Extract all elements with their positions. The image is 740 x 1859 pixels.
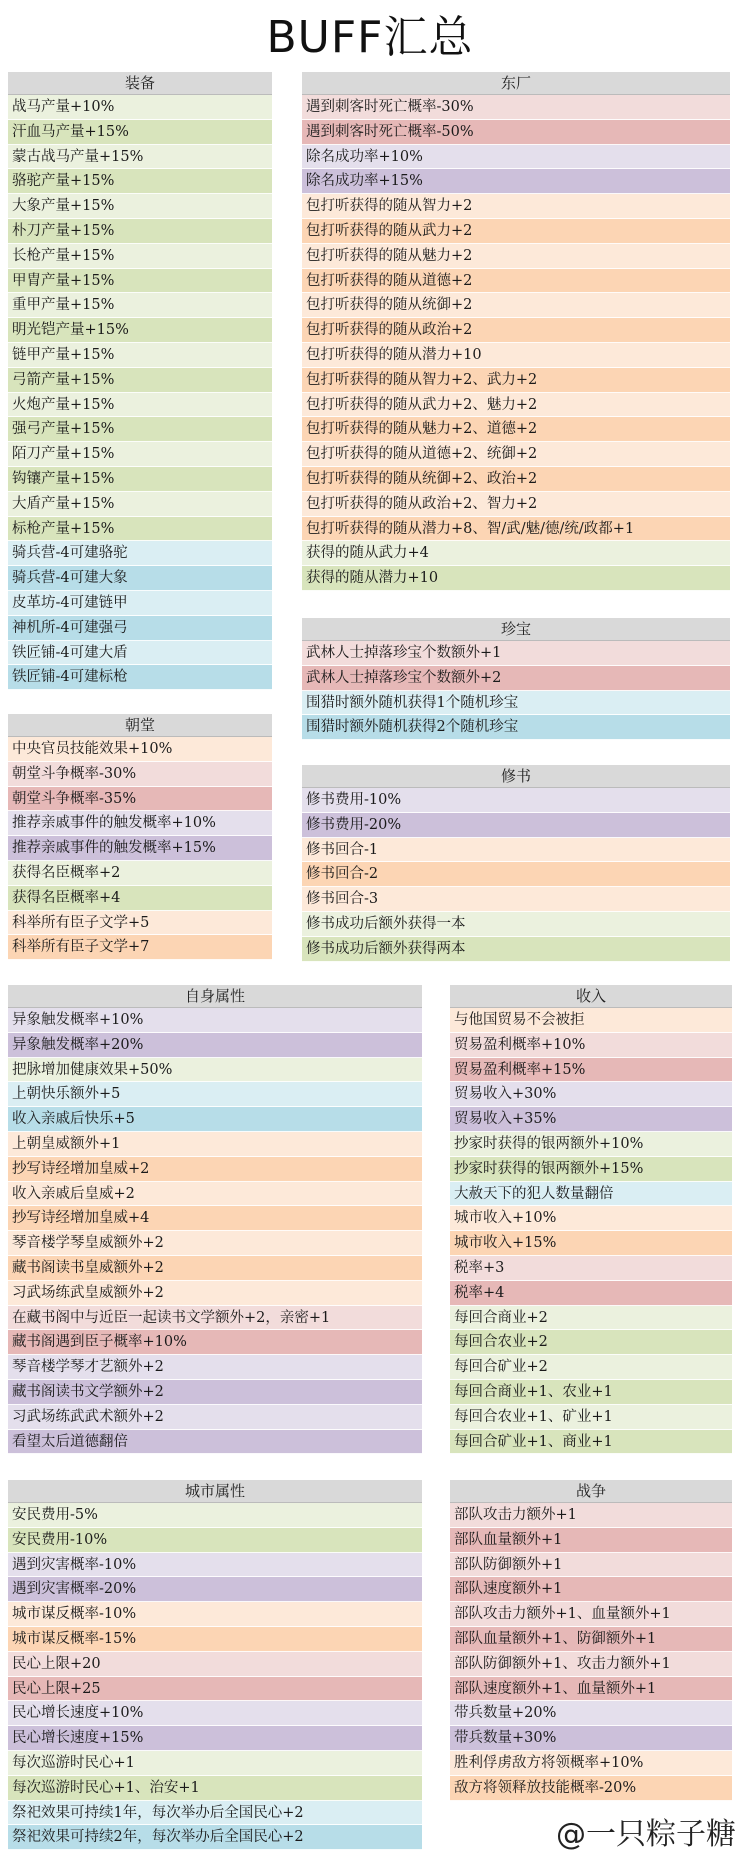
buff-row: 部队速度额外+1、血量额外+1 <box>450 1677 732 1702</box>
buff-row: 安民费用-10% <box>8 1528 422 1553</box>
buff-row: 科举所有臣子文学+5 <box>8 911 272 936</box>
buff-row: 收入亲戚后皇威+2 <box>8 1182 422 1207</box>
buff-row: 包打听获得的随从潜力+8、智/武/魅/德/统/政都+1 <box>302 517 730 542</box>
buff-row: 除名成功率+15% <box>302 169 730 194</box>
buff-row: 民心增长速度+15% <box>8 1726 422 1751</box>
buff-row: 与他国贸易不会被拒 <box>450 1008 732 1033</box>
section-header: 装备 <box>8 72 272 95</box>
buff-row: 民心上限+25 <box>8 1677 422 1702</box>
watermark: @一只粽子糖 <box>556 1817 736 1852</box>
buff-row: 包打听获得的随从统御+2、政治+2 <box>302 467 730 492</box>
section-header: 修书 <box>302 765 730 788</box>
buff-row: 部队速度额外+1 <box>450 1577 732 1602</box>
buff-row: 强弓产量+15% <box>8 417 272 442</box>
buff-row: 部队防御额外+1、攻击力额外+1 <box>450 1652 732 1677</box>
buff-row: 包打听获得的随从智力+2 <box>302 194 730 219</box>
buff-row: 遇到刺客时死亡概率-50% <box>302 120 730 145</box>
buff-row: 抄家时获得的银两额外+15% <box>450 1157 732 1182</box>
section-bookrepair <box>302 765 730 962</box>
buff-row: 带兵数量+30% <box>450 1726 732 1751</box>
buff-row: 敌方将领释放技能概率-20% <box>450 1776 732 1801</box>
buff-row: 包打听获得的随从魅力+2 <box>302 244 730 269</box>
buff-row: 贸易盈利概率+15% <box>450 1058 732 1083</box>
buff-row: 骆驼产量+15% <box>8 169 272 194</box>
buff-row: 每回合矿业+1、商业+1 <box>450 1430 732 1455</box>
buff-row: 税率+4 <box>450 1281 732 1306</box>
buff-row: 每回合农业+2 <box>450 1330 732 1355</box>
buff-row: 遇到刺客时死亡概率-30% <box>302 95 730 120</box>
buff-row: 推荐亲戚事件的触发概率+15% <box>8 836 272 861</box>
buff-row: 贸易收入+30% <box>450 1082 732 1107</box>
buff-row: 甲胄产量+15% <box>8 269 272 294</box>
buff-row: 每次巡游时民心+1、治安+1 <box>8 1776 422 1801</box>
buff-row: 看望太后道德翻倍 <box>8 1430 422 1455</box>
buff-row: 弓箭产量+15% <box>8 368 272 393</box>
section-header: 珍宝 <box>302 618 730 641</box>
buff-row: 重甲产量+15% <box>8 293 272 318</box>
buff-row: 蒙古战马产量+15% <box>8 145 272 170</box>
buff-row: 大赦天下的犯人数量翻倍 <box>450 1182 732 1207</box>
page-title: BUFF汇总 <box>266 12 474 63</box>
buff-row: 钩镶产量+15% <box>8 467 272 492</box>
buff-row: 推荐亲戚事件的触发概率+10% <box>8 811 272 836</box>
buff-row: 每回合农业+1、矿业+1 <box>450 1405 732 1430</box>
section-header: 收入 <box>450 985 732 1008</box>
buff-row: 城市收入+10% <box>450 1206 732 1231</box>
buff-row: 藏书阁读书文学额外+2 <box>8 1380 422 1405</box>
buff-row: 把脉增加健康效果+50% <box>8 1058 422 1083</box>
section-income <box>450 985 732 1454</box>
section-header: 东厂 <box>302 72 730 95</box>
buff-row: 链甲产量+15% <box>8 343 272 368</box>
buff-row: 包打听获得的随从武力+2 <box>302 219 730 244</box>
section-header: 城市属性 <box>8 1480 422 1503</box>
section-court <box>8 714 272 960</box>
buff-row: 包打听获得的随从魅力+2、道德+2 <box>302 417 730 442</box>
buff-row: 铁匠铺-4可建标枪 <box>8 665 272 690</box>
buff-row: 税率+3 <box>450 1256 732 1281</box>
buff-row: 藏书阁读书皇威额外+2 <box>8 1256 422 1281</box>
buff-row: 琴音楼学琴皇威额外+2 <box>8 1231 422 1256</box>
section-war <box>450 1480 732 1801</box>
section-header: 战争 <box>450 1480 732 1503</box>
buff-row: 习武场练武武术额外+2 <box>8 1405 422 1430</box>
buff-row: 朝堂斗争概率-30% <box>8 762 272 787</box>
section-header: 自身属性 <box>8 985 422 1008</box>
buff-row: 火炮产量+15% <box>8 393 272 418</box>
buff-row: 明光铠产量+15% <box>8 318 272 343</box>
buff-row: 上朝皇威额外+1 <box>8 1132 422 1157</box>
buff-row: 包打听获得的随从智力+2、武力+2 <box>302 368 730 393</box>
section-header: 朝堂 <box>8 714 272 737</box>
buff-row: 每回合商业+2 <box>450 1306 732 1331</box>
buff-row: 大盾产量+15% <box>8 492 272 517</box>
buff-row: 民心增长速度+10% <box>8 1701 422 1726</box>
buff-row: 战马产量+10% <box>8 95 272 120</box>
buff-row: 获得的随从武力+4 <box>302 541 730 566</box>
section-dongchang <box>302 72 730 591</box>
buff-row: 城市谋反概率-10% <box>8 1602 422 1627</box>
buff-row: 每次巡游时民心+1 <box>8 1751 422 1776</box>
buff-row: 获得名臣概率+2 <box>8 861 272 886</box>
buff-row: 中央官员技能效果+10% <box>8 737 272 762</box>
buff-row: 藏书阁遇到臣子概率+10% <box>8 1330 422 1355</box>
buff-row: 修书费用-20% <box>302 813 730 838</box>
section-self-attributes <box>8 985 422 1454</box>
buff-row: 大象产量+15% <box>8 194 272 219</box>
buff-row: 朴刀产量+15% <box>8 219 272 244</box>
buff-row: 获得的随从潜力+10 <box>302 566 730 591</box>
buff-row: 抄写诗经增加皇威+4 <box>8 1206 422 1231</box>
buff-row: 部队攻击力额外+1、血量额外+1 <box>450 1602 732 1627</box>
buff-row: 修书回合-1 <box>302 838 730 863</box>
buff-row: 每回合矿业+2 <box>450 1355 732 1380</box>
buff-row: 祭祀效果可持续1年，每次举办后全国民心+2 <box>8 1801 422 1826</box>
buff-row: 包打听获得的随从政治+2、智力+2 <box>302 492 730 517</box>
buff-row: 包打听获得的随从武力+2、魅力+2 <box>302 393 730 418</box>
buff-row: 部队血量额外+1、防御额外+1 <box>450 1627 732 1652</box>
buff-row: 包打听获得的随从潜力+10 <box>302 343 730 368</box>
buff-row: 每回合商业+1、农业+1 <box>450 1380 732 1405</box>
buff-row: 除名成功率+10% <box>302 145 730 170</box>
buff-row: 贸易盈利概率+10% <box>450 1033 732 1058</box>
buff-row: 安民费用-5% <box>8 1503 422 1528</box>
buff-row: 收入亲戚后快乐+5 <box>8 1107 422 1132</box>
buff-row: 骑兵营-4可建骆驼 <box>8 541 272 566</box>
buff-row: 胜利俘虏敌方将领概率+10% <box>450 1751 732 1776</box>
buff-row: 包打听获得的随从道德+2 <box>302 269 730 294</box>
buff-row: 骑兵营-4可建大象 <box>8 566 272 591</box>
buff-row: 抄家时获得的银两额外+10% <box>450 1132 732 1157</box>
section-equipment <box>8 72 272 690</box>
buff-row: 部队攻击力额外+1 <box>450 1503 732 1528</box>
buff-row: 铁匠铺-4可建大盾 <box>8 641 272 666</box>
buff-row: 民心上限+20 <box>8 1652 422 1677</box>
buff-row: 包打听获得的随从统御+2 <box>302 293 730 318</box>
buff-row: 部队防御额外+1 <box>450 1553 732 1578</box>
buff-row: 城市收入+15% <box>450 1231 732 1256</box>
buff-row: 修书回合-2 <box>302 862 730 887</box>
buff-row: 遇到灾害概率-20% <box>8 1577 422 1602</box>
buff-row: 陌刀产量+15% <box>8 442 272 467</box>
buff-row: 习武场练武皇威额外+2 <box>8 1281 422 1306</box>
buff-row: 神机所-4可建强弓 <box>8 616 272 641</box>
buff-row: 修书成功后额外获得两本 <box>302 937 730 962</box>
buff-row: 围猎时额外随机获得1个随机珍宝 <box>302 691 730 716</box>
buff-row: 部队血量额外+1 <box>450 1528 732 1553</box>
section-treasure <box>302 618 730 740</box>
buff-row: 遇到灾害概率-10% <box>8 1553 422 1578</box>
buff-row: 异象触发概率+10% <box>8 1008 422 1033</box>
buff-row: 在藏书阁中与近臣一起读书文学额外+2，亲密+1 <box>8 1306 422 1331</box>
buff-row: 武林人士掉落珍宝个数额外+2 <box>302 666 730 691</box>
buff-row: 武林人士掉落珍宝个数额外+1 <box>302 641 730 666</box>
buff-row: 带兵数量+20% <box>450 1701 732 1726</box>
buff-row: 贸易收入+35% <box>450 1107 732 1132</box>
buff-row: 祭祀效果可持续2年，每次举办后全国民心+2 <box>8 1825 422 1850</box>
buff-row: 皮革坊-4可建链甲 <box>8 591 272 616</box>
buff-row: 包打听获得的随从道德+2、统御+2 <box>302 442 730 467</box>
buff-row: 围猎时额外随机获得2个随机珍宝 <box>302 715 730 740</box>
buff-row: 城市谋反概率-15% <box>8 1627 422 1652</box>
buff-row: 获得名臣概率+4 <box>8 886 272 911</box>
buff-row: 科举所有臣子文学+7 <box>8 935 272 960</box>
section-city-attributes <box>8 1480 422 1850</box>
buff-row: 汗血马产量+15% <box>8 120 272 145</box>
buff-row: 异象触发概率+20% <box>8 1033 422 1058</box>
buff-row: 抄写诗经增加皇威+2 <box>8 1157 422 1182</box>
buff-row: 修书回合-3 <box>302 887 730 912</box>
buff-row: 修书费用-10% <box>302 788 730 813</box>
buff-row: 长枪产量+15% <box>8 244 272 269</box>
buff-row: 修书成功后额外获得一本 <box>302 912 730 937</box>
buff-row: 标枪产量+15% <box>8 517 272 542</box>
buff-row: 琴音楼学琴才艺额外+2 <box>8 1355 422 1380</box>
buff-row: 上朝快乐额外+5 <box>8 1082 422 1107</box>
buff-row: 包打听获得的随从政治+2 <box>302 318 730 343</box>
buff-row: 朝堂斗争概率-35% <box>8 787 272 812</box>
